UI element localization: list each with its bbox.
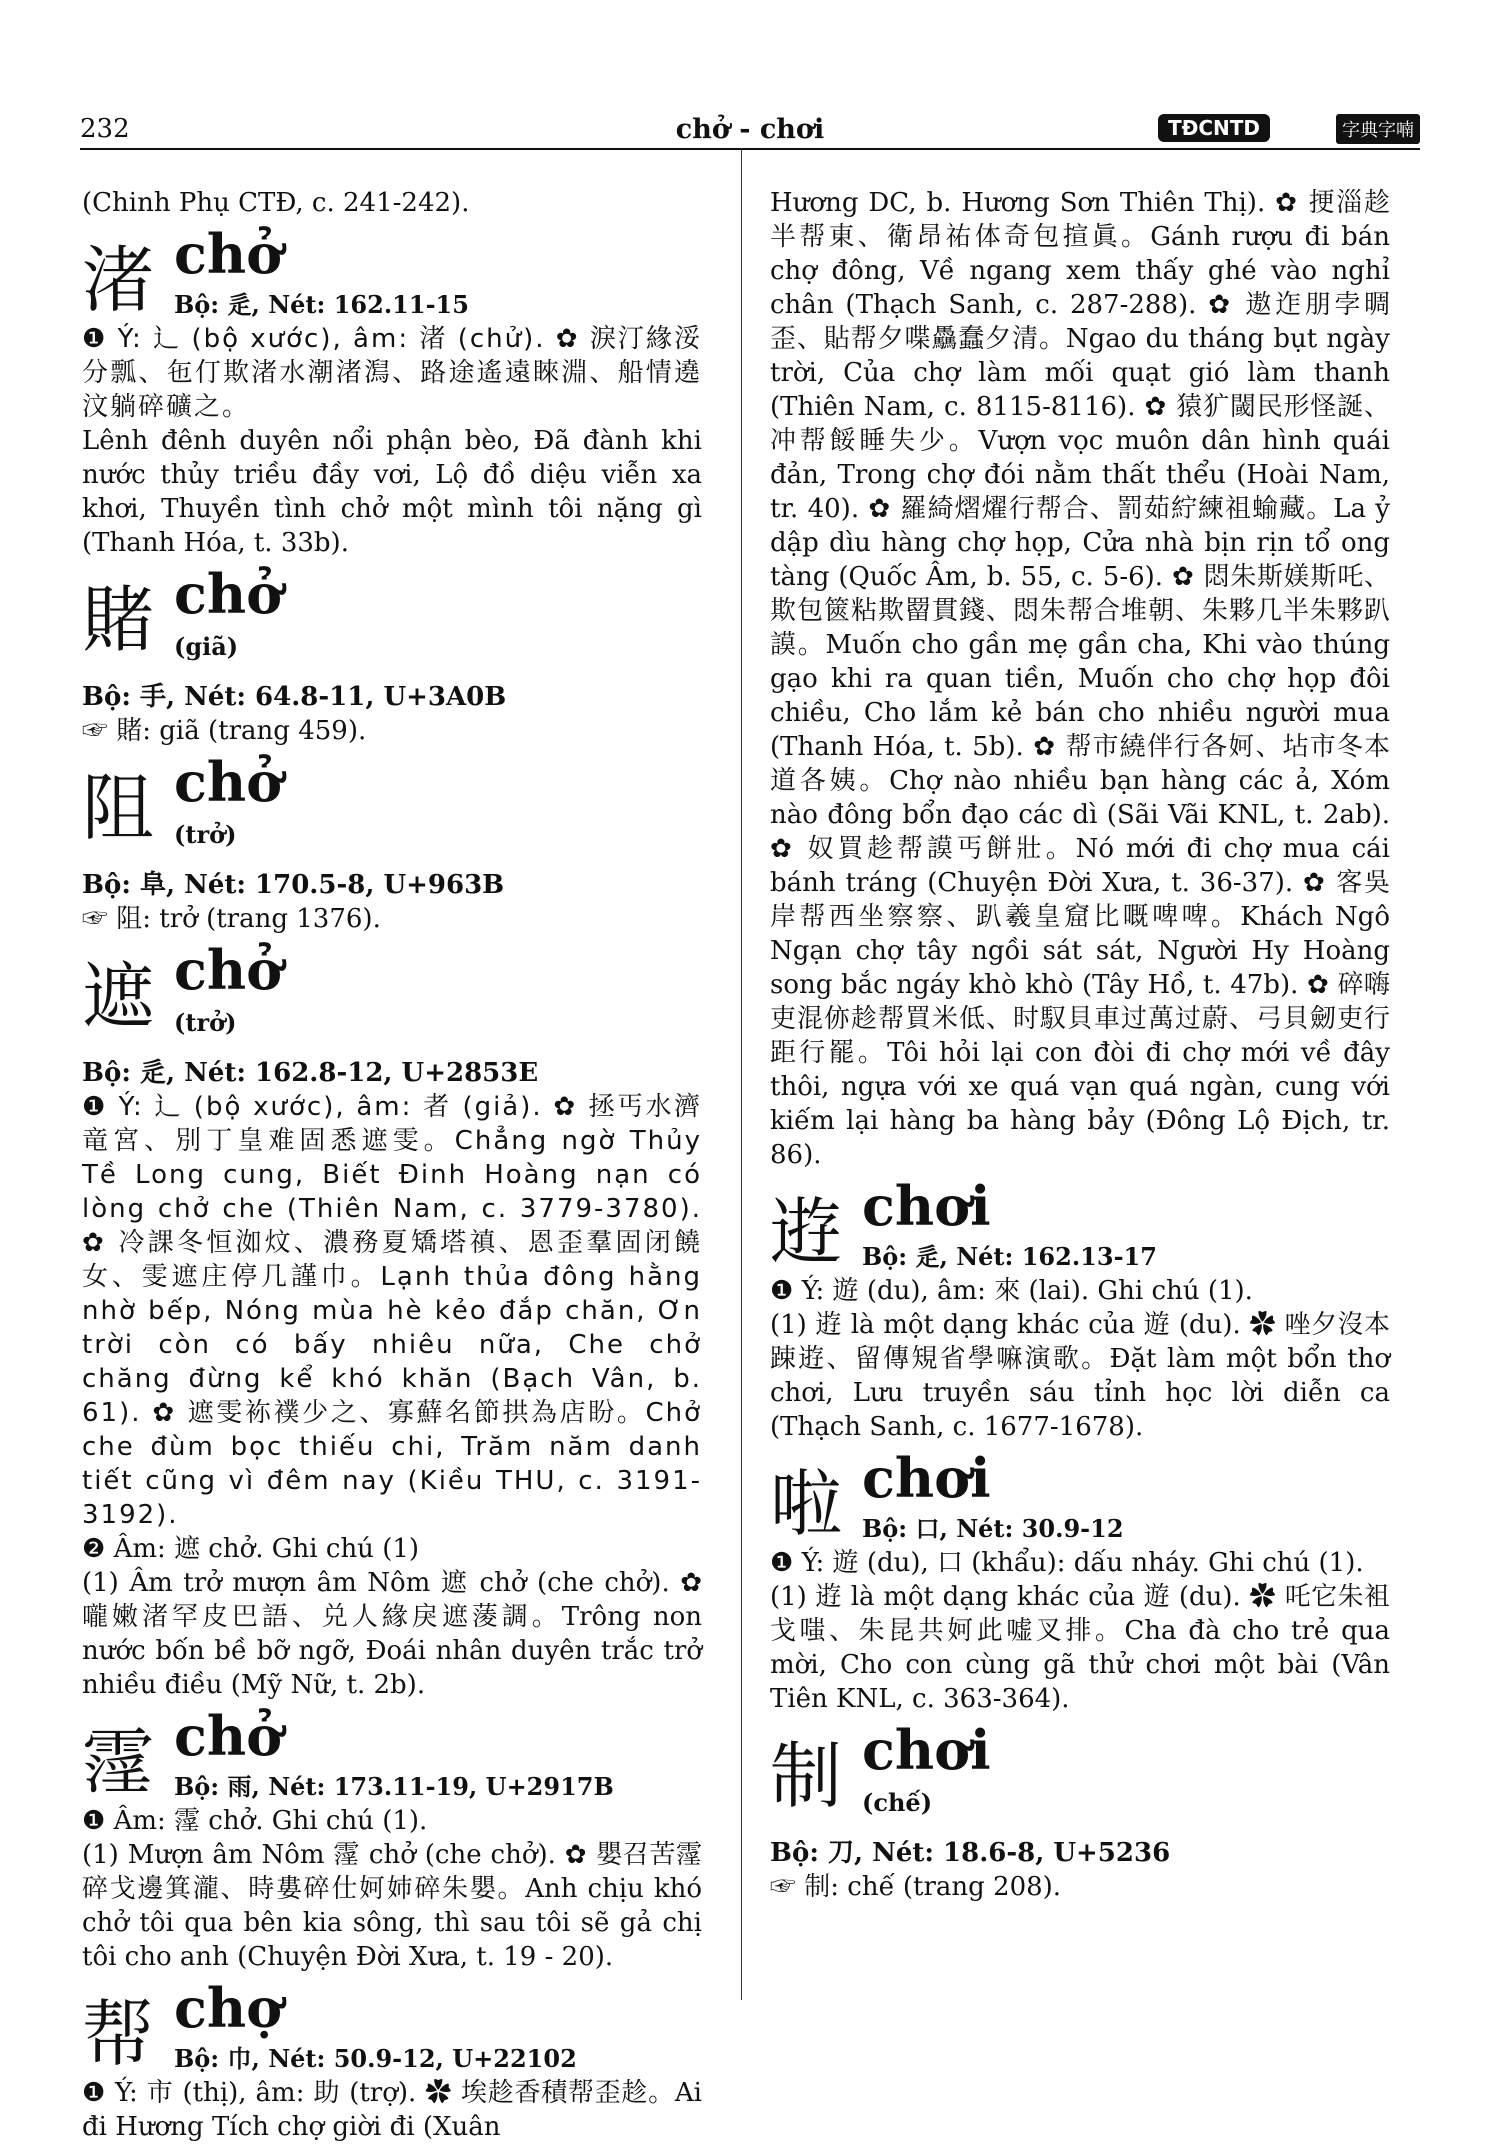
- note: (1) 逰 là một dạng khác của 遊 (du). ✿ 唑夕沒本踈逰、留傳䂓省學嘛演歌。Đặt làm một bổn thơ chơi, Lưu truyền sáu tỉnh học lời diễn ca (Thạch Sanh, c. 1677-1678).: [770, 1310, 1390, 1442]
- definition: ❶ Ý: 辶 (bộ xước), âm: 者 (giả). ✿ 拯丐水濟竜宮、別丁皇难固悉遮雯。Chẳng ngờ Thủy Tề Long cung, Biết Đinh Hoàng nạn có lòng chở che (Thiên Nam, c. 3779-3780). ✿ 冷課冬恒洳炆、濃務夏矯塔禛、恩歪羣固闭饒女、雯遮庄停几謹巾。Lạnh thủa đông hằng nhờ bếp, Nóng mùa hè kẻo đắp chăn, Ơn trời còn có bấy nhiêu nữa, Che chở chăng đừng kể khó khăn (Bạch Vân, b. 61). ✿ 遮雯袮襆少之、寡蘚名節拱為店盼。Chở che đùm bọc thiếu chi, Trăm năm danh tiết cũng vì đêm nay (Kiều THU, c. 3191-3192).: [82, 1092, 702, 1530]
- entry-head: [82, 562, 702, 680]
- note: (1) Mượn âm Nôm 霪 chở (che chở). ✿ 嬰召苦霪碎戈邊箕瀧、時婁碎仕妸姉碎朱嬰。Anh chịu khó chở tôi qua bên kia sông, thì sau tôi sẽ gả chị tôi cho anh (Chuyện Đời Xưa, t. 19 - 20).: [82, 1840, 702, 1972]
- nom-glyph: 賭: [82, 578, 155, 662]
- column-divider: [741, 148, 742, 2000]
- entry-head: [82, 750, 702, 868]
- radical-info: Bộ: 辵, Nét: 162.13-17: [862, 1242, 1157, 1271]
- translation: Lênh đênh duyên nổi phận bèo, Đã đành khi nước thủy triều đầy vơi, Lộ đồ diệu viễn xa khơi, Thuyền tình chở một mình tôi nặng gì (Thanh Hóa, t. 33b).: [82, 426, 702, 558]
- entry-cho-5: [82, 1704, 702, 1974]
- nom-glyph: 逰: [770, 1190, 843, 1274]
- entry-head: [770, 1446, 1390, 1546]
- entry-head: [82, 222, 702, 322]
- headword: chơi: [862, 1174, 991, 1238]
- headword: chở: [174, 222, 283, 286]
- left-column: [82, 186, 702, 2144]
- entry-choi-2: [770, 1446, 1390, 1716]
- continued-citation: (Chinh Phụ CTĐ, c. 241-242).: [82, 188, 470, 218]
- entry-head: [770, 1174, 1390, 1274]
- headword: chở: [174, 562, 283, 626]
- definition: ❶ Ý: 遊 (du), 口 (khẩu): dấu nháy. Ghi chú (1).: [770, 1548, 1364, 1578]
- radical-info: Bộ: 刀, Nét: 18.6-8, U+5236: [770, 1838, 1171, 1868]
- sense-2: ❷ Âm: 遮 chở. Ghi chú (1): [82, 1534, 420, 1564]
- nom-glyph: 制: [770, 1734, 843, 1818]
- cross-reference: ☞ 阻: trở (trang 1376).: [82, 904, 381, 934]
- radical-info: Bộ: 辵, Nét: 162.8-12, U+2853E: [82, 1058, 539, 1088]
- nom-glyph: 霪: [82, 1720, 155, 1804]
- entry-choi-1: [770, 1174, 1390, 1444]
- entry-cho-6: [82, 1976, 702, 2144]
- entry-cho-2: [82, 562, 702, 748]
- entry-head: [82, 1976, 702, 2076]
- cross-reference: ☞ 賭: giã (trang 459).: [82, 716, 367, 746]
- headword: chở: [174, 938, 283, 1002]
- radical-info: Bộ: 手, Nét: 64.8-11, U+3A0B: [82, 682, 507, 712]
- definition: ❶ Âm: 霪 chở. Ghi chú (1).: [82, 1806, 428, 1836]
- gloss: (giã): [174, 632, 239, 661]
- headword: chợ: [174, 1976, 283, 2040]
- entry-head: [82, 1704, 702, 1804]
- cross-reference: ☞ 制: chế (trang 208).: [770, 1872, 1062, 1902]
- entry-choi-3: [770, 1718, 1390, 1904]
- radical-info: Bộ: 口, Nét: 30.9-12: [862, 1514, 1124, 1543]
- entry-head: [770, 1718, 1390, 1836]
- entry-cho-1: [82, 222, 702, 560]
- running-title: chở - chơi: [675, 114, 825, 145]
- definition: ❶ Ý: 遊 (du), âm: 來 (lai). Ghi chú (1).: [770, 1276, 1253, 1306]
- gloss: (trở): [174, 820, 237, 849]
- entry-head: [82, 938, 702, 1056]
- headword: chơi: [862, 1718, 991, 1782]
- headword: chở: [174, 750, 283, 814]
- radical-info: Bộ: 巾, Nét: 50.9-12, U+22102: [174, 2044, 577, 2073]
- gloss: (trở): [174, 1008, 237, 1037]
- nom-glyph: 渚: [82, 238, 155, 322]
- page-header: [80, 108, 1420, 148]
- series-logo: 字典字喃: [1336, 114, 1420, 144]
- entry-cho-3: [82, 750, 702, 936]
- definition: ❶ Ý: 市 (thị), âm: 助 (trợ). ✿ 埃趁香積帮歪趁。Ai đi Hương Tích chợ giời đi (Xuân: [82, 2078, 702, 2142]
- radical-info: Bộ: 辵, Nét: 162.11-15: [174, 290, 469, 319]
- note: (1) 逰 là một dạng khác của 遊 (du). ✿ 吒它朱袓戈嗤、朱昆共妸此嘘叉排。Cha đà cho trẻ qua mời, Cho con cùng gã thử chơi một bài (Vân Tiên KNL, c. 363-364).: [770, 1582, 1390, 1714]
- continued-entry: Hương DC, b. Hương Sơn Thiên Thị). ✿ 挭淄趁半帮東、衛昂祐体奇包揎眞。Gánh rượu đi bán chợ đông, Về ngang xem thấy ghé vào nghỉ chân (Thạch Sanh, c. 287-288). ✿ 遨迮朋孛晭歪、貼帮夕喋驫蠢夕清。Ngao du tháng bụt ngày trời, Của chợ làm mối quạt gió làm thanh (Thiên Nam, c. 8115-8116). ✿ 猿犷閾民形怪誕、冲帮餒睡失少。Vượn vọc muôn dân hình quái đản, Trong chợ đói nằm thất thểu (Hoài Nam, tr. 40). ✿ 羅綺熠燿行帮合、罰茹紵練祖蝓藏。La ỷ dập dìu hàng chợ họp, Cửa nhà bịn rịn tổ ong tàng (Quốc Âm, b. 55, c. 5-6). ✿ 悶朱斯媄斯吒、欺包篋粘欺罶貫錢、悶朱帮合堆朝、朱夥几半朱夥趴謨。Muốn cho gần mẹ gần cha, Khi vào thúng gạo khi ra quan tiền, Muốn cho chợ họp đôi chiều, Cho lắm kẻ bán cho nhiều người mua (Thanh Hóa, t. 5b). ✿ 帮市繞伴行各妸、坫市冬本道各姨。Chợ nào nhiều bạn hàng các ả, Xóm nào đông bổn đạo các dì (Sãi Vãi KNL, t. 2ab). ✿ 奴買趁帮謨丐餅壯。Nó mới đi chợ mua cái bánh tráng (Chuyện Đời Xưa, t. 36-37). ✿ 客吳岸帮西坐察察、趴羲皇窟比嘅啤啤。Khách Ngô Ngạn chợ tây ngồi sát sát, Người Hy Hoàng song bắc ngáy khò khò (Tây Hồ, t. 47b). ✿ 碎嗨吏混㑊趁帮買米低、时馭貝車过萬过蔚、弓貝劒吏行距行罷。Tôi hỏi lại con đòi đi chợ mới về đây thôi, ngựa với xe quá vạn quá ngàn, cung với kiếm lại hàng ba hàng bảy (Đông Lộ Địch, tr. 86).: [770, 188, 1390, 1170]
- right-column: [770, 186, 1390, 1904]
- headword: chơi: [862, 1446, 991, 1510]
- publisher-logo: TĐCNTD: [1158, 114, 1270, 142]
- gloss: (chế): [862, 1788, 933, 1817]
- nom-glyph: 遮: [82, 954, 155, 1038]
- entry-cho-4: [82, 938, 702, 1702]
- headword: chở: [174, 1704, 283, 1768]
- nom-glyph: 啦: [770, 1462, 843, 1546]
- nom-glyph: 阻: [82, 766, 155, 850]
- note: (1) Âm trở mượn âm Nôm 遮 chở (che chở). ✿ 嚨嫩渚罕皮巴語、兑人緣戾遮蔆調。Trông non nước bốn bề bỡ ngỡ, Đoái nhân duyên trắc trở nhiều điều (Mỹ Nữ, t. 2b).: [82, 1568, 702, 1700]
- page-number: 232: [80, 114, 130, 144]
- header-rule: [80, 148, 1420, 150]
- radical-info: Bộ: 阜, Nét: 170.5-8, U+963B: [82, 870, 505, 900]
- definition: ❶ Ý: 辶 (bộ xước), âm: 渚 (chử). ✿ 淚汀緣浽分瓢、㐌仃欺渚水潮渚澙、路途遙遠睞淵、船情遶汶躺碎礦之。: [82, 324, 702, 422]
- radical-info: Bộ: 雨, Nét: 173.11-19, U+2917B: [174, 1772, 614, 1801]
- nom-glyph: 帮: [82, 1992, 155, 2076]
